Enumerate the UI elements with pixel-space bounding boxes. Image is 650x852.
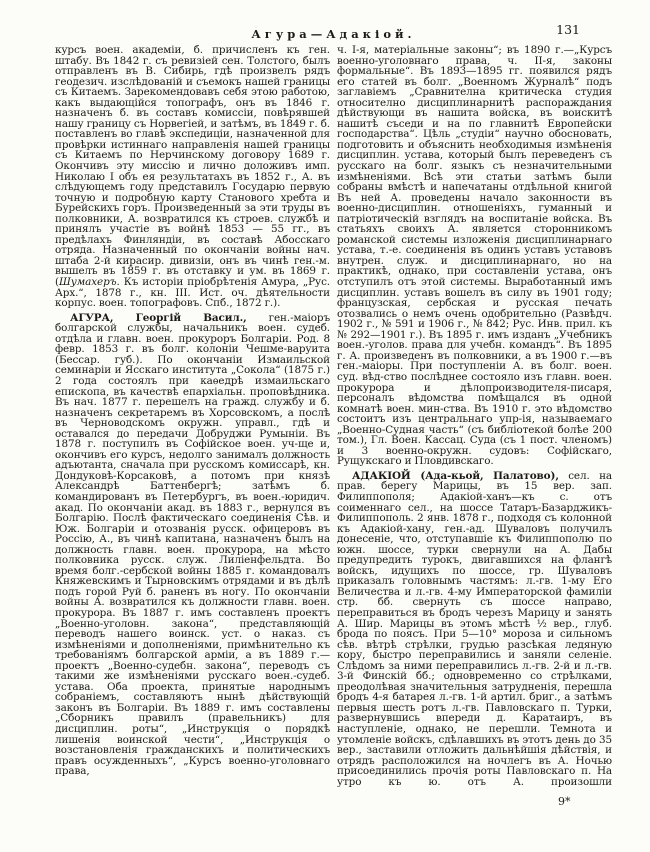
paragraph — [55, 313, 330, 777]
paragraph — [337, 45, 612, 467]
text-run: Къ исторіи пріобрѣтенія Амура, „Рус. Арх.“, 1878 г., кн. III. Ист. оч. дѣятельности корпус. воен. топографовъ. Спб., 1872 г.). — [55, 276, 330, 310]
text-run: ч. І-я, матеріальные законы“; въ 1890 г.—„Курсъ военно-уголовнаго права, ч. ІІ-я, законы формальные“. Въ 1893—1895 гг. появился рядъ его статей въ болг. „Военномъ Журналѣ“ подъ заглавіемъ „Сравнителна критическа студия относително дисциплинарнитѣ распораждания дѣйствующи въ нашита войска, въ воискитѣ нашитѣ съседи и на по главнитѣ Европейски господарства“. Цѣль „студіи“ научно обосновать, подготовить и объяснить необходимыя измѣненія дисциплин. устава, который былъ переведенъ съ русскаго на болг. языкъ съ незначительными измѣненіями. Всѣ эти статьи затѣмъ были собраны вмѣстѣ и напечатаны отдѣльной книгой Въ ней А. проведены начало законности въ военно-дисциплин. отношеніяхъ, гуманный и патріотическій взглядъ на воспитаніе войска. Въ статьяхъ своихъ А. является сторонникомъ романской системы изложенія дисциплинарнаго устава, т.-е. соединенія въ одинъ уставъ уставовъ внутрен. служ. и дисциплинарнаго, но на практикѣ, однако, при составленіи устава, онъ отступилъ отъ этой системы. Выработанный имъ дисциплин. уставъ вошелъ въ силу въ 1901 году; французская, сербская и русская печать отозвались о немъ очень одобрительно (Развѣдч. 1902 г., № 591 и 1906 г., № 842; Рус. Инв. прил. къ № 292—1901 г.). Въ 1895 г. имъ изданъ „Учебникъ воен.-уголов. права для учебн. командъ“. Въ 1895 г. А. произведенъ въ полковники, а въ 1900 г.—въ ген.-маіоры. При поступленіи А. въ болг. воен. суд. вѣд-ство послѣднее состояло изъ главн. воен. прокурора и дѣлопроизводителя-писаря, персоналъ вѣдомства помѣщался въ одной комнатѣ воен. мин-ства. Въ 1910 г. это вѣдомство состоитъ изъ центральнаго упр-ія, называемаго „Военно-Судная часть“ (съ библіотекой болѣе 200 том.), Гл. Воен. Кассац. Суда (съ 1 пост. членомъ) и 3 военно-окружн. судовъ: Софійскаго, Рущукскаго и Пловдивскаго. — [337, 45, 612, 468]
column-right — [337, 45, 612, 817]
paragraph — [337, 471, 612, 787]
printers-mark: 9* — [558, 795, 571, 808]
column-left — [55, 45, 330, 817]
text-run: ген.-маіоръ болгарской службы, начальникъ воен. судеб. отдѣла и главн. воен. прокуроръ Болгаріи. Род. 8 февр. 1853 г. въ болг. колоніи Чешме-варуита (Бессар. губ.). По окончаніи Измаильской семинаріи и Ясскаго института „Сокола“ (1875 г.) 2 года состоялъ при каѳедрѣ измаильскаго епископа, въ качествѣ епархіальн. проповѣдника. Въ нач. 1877 г. перешелъ на гражд. службу и б. назначенъ секретаремъ въ Хорсовскомъ, а послѣ въ Черноводскомъ окружн. управл., гдѣ и оставался до передачи Добруджи Румыніи. Въ 1878 г. поступилъ въ Софійское воен. уч-ще и, окончивъ его курсъ, недолго занималъ должность адъютанта, сначала при русскомъ комиссарѣ, кн. Дондуковѣ-Корсаковѣ, а потомъ при князѣ Александрѣ Баттенбергѣ; затѣмъ б. командированъ въ Петербургъ, въ воен.-юридич. акад. По окончаніи акад. въ 1883 г., вернулся въ Болгарію. Послѣ фактическаго соединенія Сѣв. и Юж. Болгаріи и отозванія русск. офицеровъ въ Россію, А., въ чинѣ капитана, назначенъ былъ на должность главн. воен. прокурора, на мѣсто полковника русск. служ. Лиліенфельдта. Во время болг.-сербской войны 1885 г. командовалъ Княжевскимъ и Тырновскимъ отрядами и въ дѣлѣ подъ горой Руй б. раненъ въ ногу. По окончаніи войны А. возвратился къ должности главн. воен. прокурора. Въ 1887 г. имъ составленъ проектъ „Военно-уголовн. закона“, представляющій переводъ нашего воинск. уст. о наказ. съ измѣненіями и дополненіями, примѣнительно къ требованіямъ болгарской арміи, а въ 1889 г.—проектъ „Военно-судебн. закона“, переводъ съ такими же измѣненіями русскаго воен.-судеб. устава. Оба проекта, принятые народнымъ собраніемъ, составляютъ нынѣ дѣйствующій законъ въ Болгаріи. Въ 1889 г. имъ составлены „Сборникъ правилъ (правельникъ) для дисциплин. роты“, „Инструкція о порядкѣ лишенія воинской чести“, „Инструкція о возстановленія гражданскихъ и политическихъ правъ осужденныхъ“, „Курсъ военно-уголовнаго права, — [55, 311, 330, 778]
text-run: Шумахеръ. — [58, 276, 120, 289]
paragraph — [55, 45, 330, 309]
entry-headword: АДАКІОЙ (Ада-кьой, Палатово), — [352, 469, 559, 482]
text-run: сел. на прав. берегу Марицы, въ 15 вер. зап. Филиппополя; Адакіой-ханъ—къ с. отъ соименнаго сел., на шоссе Татаръ-Базарджикъ-Филиппополь. 2 янв. 1878 г., подходя съ колонной къ Адакіой-хану, ген.-ад. Шуваловъ получилъ донесеніе, что, отступавшіе къ Филиппополю по южн. шоссе, турки свернули на А. Дабы предупредить турокъ, двигавшихся на флангѣ войскъ, идущихъ по шоссе, гр. Шуваловъ приказалъ головнымъ частямъ: л.-гв. 1-му Его Величества и л.-гв. 4-му Императорской фамиліи стр. бб. свернуть съ шоссе направо, переправиться въ бродъ черезъ Марицу и занять А. Шир. Марицы въ этомъ мѣстѣ ½ вер., глуб. брода по поясъ. При 5—10° мороза и сильномъ сѣв. вѣтрѣ стрѣлки, грудью разсѣкая ледяную кору, быстро переправились и заняли селеніе. Слѣдомъ за ними переправились л.-гв. 2-й и л.-гв. 3-й Финскій бб.; одновременно со стрѣлками, преодолѣвая значительныя затрудненія, перешла бродъ 4-я батарея л.-гв. 1-й артил. бриг., а затѣмъ первыя шесть ротъ л.-гв. Павловскаго п. Турки, развернувшись впереди д. Каратаиръ, въ наступленіе, однако, не перешли. Темнота и утомленіе войскъ, сдѣлавшихъ въ этотъ день до 35 вер., заставили отложить дальнѣйшія дѣйствія, и отрядъ расположился на ночлегъ въ А. Ночью присоединились прочія роты Павловскаго п. На утро къ ю. отъ А. произошли — [337, 469, 612, 788]
running-title: Агура—Адакіой. — [251, 27, 416, 41]
entry-headword: АГУРА, Георгій Васил., — [70, 311, 247, 324]
text-columns — [55, 45, 612, 817]
page-header — [55, 23, 612, 42]
text-run: курсъ воен. академіи, б. причисленъ къ ген. штабу. Въ 1842 г. съ ревизіей сен. Толстого, былъ отправленъ въ В. Сибирь, гдѣ произвелъ рядъ геодезич. изслѣдованій и съемокъ нашей границы съ Китаемъ. Зарекомендовавъ себя этою работою, какъ выдающійся топографъ, онъ въ 1846 г. назначенъ б. въ составъ комиссіи, повѣрявшей нашу границу съ Норвегіей, и затѣмъ, въ 1849 г. б. поставленъ во главѣ экспедиціи, назначенной для провѣрки истиннаго направленія нашей границы съ Китаемъ по Нерчинскому договору 1689 г. Окончивъ эту миссію и лично доложивъ имп. Николаю I объ ея результатахъ въ 1852 г., А. въ слѣдующемъ году представилъ Государю первую точную и подробную карту Станового хребта и Бурейскихъ горъ. Произведенный за эти труды въ полковники, А. возвратился къ строев. службѣ и принялъ участіе въ войнѣ 1853 — 55 гг., въ предѣлахъ Финляндіи, въ составѣ Абосскаго отряда. Назначенный по окончаніи войны нач. штаба 2-й кирасир. дивизіи, онъ въ чинѣ ген.-м. вышелъ въ 1859 г. въ отставку и ум. въ 1869 г. ( — [55, 45, 330, 289]
page-number: 131 — [556, 22, 580, 37]
